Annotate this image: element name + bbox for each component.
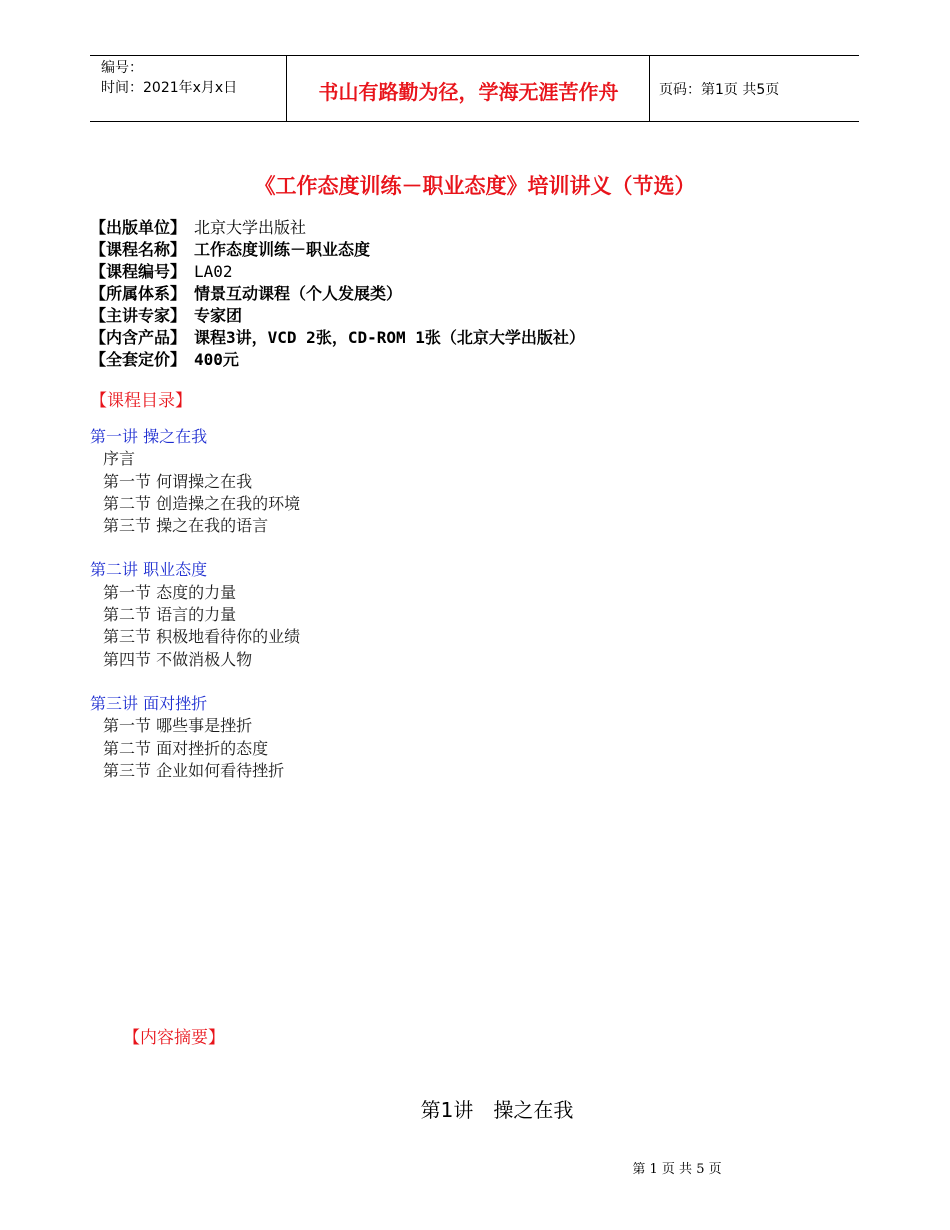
toc-lecture-3: 第三讲 面对挫折 <box>90 693 208 713</box>
toc-lecture-1: 第一讲 操之在我 <box>90 427 208 446</box>
info-value: 400元 <box>194 350 239 369</box>
info-key: 【课程编号】 <box>90 262 187 281</box>
toc-section: 第二节 面对挫折的态度 <box>103 738 269 758</box>
table-of-contents <box>90 426 300 782</box>
info-key: 【内含产品】 <box>90 328 187 347</box>
header-number-label: 编号： <box>101 60 143 76</box>
toc-section: 第一节 何谓操之在我 <box>103 471 253 491</box>
toc-section: 第三节 积极地看待你的业绩 <box>103 627 301 647</box>
info-row-lecturer <box>90 305 585 327</box>
toc-lecture-2: 第二讲 职业态度 <box>90 560 208 580</box>
info-row-products <box>90 327 585 349</box>
header-bottom-rule <box>90 121 859 122</box>
toc-heading: 【课程目录】 <box>90 391 192 411</box>
course-info <box>90 217 585 371</box>
info-key: 【主讲专家】 <box>90 306 187 325</box>
info-value: 课程3讲，VCD 2张，CD-ROM 1张（北京大学出版社） <box>194 328 585 347</box>
toc-section: 第一节 态度的力量 <box>103 582 237 602</box>
info-value: 工作态度训练－职业态度 <box>194 240 371 259</box>
header-motto: 书山有路勤为径，学海无涯苦作舟 <box>318 80 619 104</box>
info-key: 【所属体系】 <box>90 284 187 303</box>
info-value: 专家团 <box>194 306 243 325</box>
toc-section: 第一节 哪些事是挫折 <box>103 716 253 736</box>
lecture-title: 第1讲 操之在我 <box>420 1098 574 1122</box>
info-value: LA02 <box>194 262 233 281</box>
info-value: 北京大学出版社 <box>194 218 307 237</box>
info-key: 【全套定价】 <box>90 350 187 369</box>
info-row-course-name <box>90 239 585 261</box>
toc-section: 第三节 企业如何看待挫折 <box>103 760 285 780</box>
document-title: 《工作态度训练－职业态度》培训讲义（节选） <box>254 174 696 198</box>
toc-gap <box>90 537 300 559</box>
toc-section: 第二节 创造操之在我的环境 <box>103 493 301 513</box>
toc-section: 第四节 不做消极人物 <box>103 649 253 669</box>
info-key: 【课程名称】 <box>90 240 187 259</box>
info-value: 情景互动课程（个人发展类） <box>194 284 403 303</box>
info-row-price <box>90 349 585 371</box>
info-row-course-code <box>90 261 585 283</box>
toc-section: 第三节 操之在我的语言 <box>103 516 269 536</box>
toc-section: 序言 <box>103 449 136 469</box>
header-time-label: 时间：2021年x月x日 <box>101 80 238 96</box>
toc-section: 第二节 语言的力量 <box>103 605 237 625</box>
header-top-rule <box>90 55 859 56</box>
info-key: 【出版单位】 <box>90 218 187 237</box>
info-row-publisher <box>90 217 585 239</box>
header-meta <box>101 58 237 98</box>
toc-gap <box>90 671 300 693</box>
header-page-info: 页码：第1页 共5页 <box>659 82 780 98</box>
page-footer: 第 1 页 共 5 页 <box>632 1162 722 1177</box>
info-row-system <box>90 283 585 305</box>
abstract-heading: 【内容摘要】 <box>123 1028 225 1048</box>
